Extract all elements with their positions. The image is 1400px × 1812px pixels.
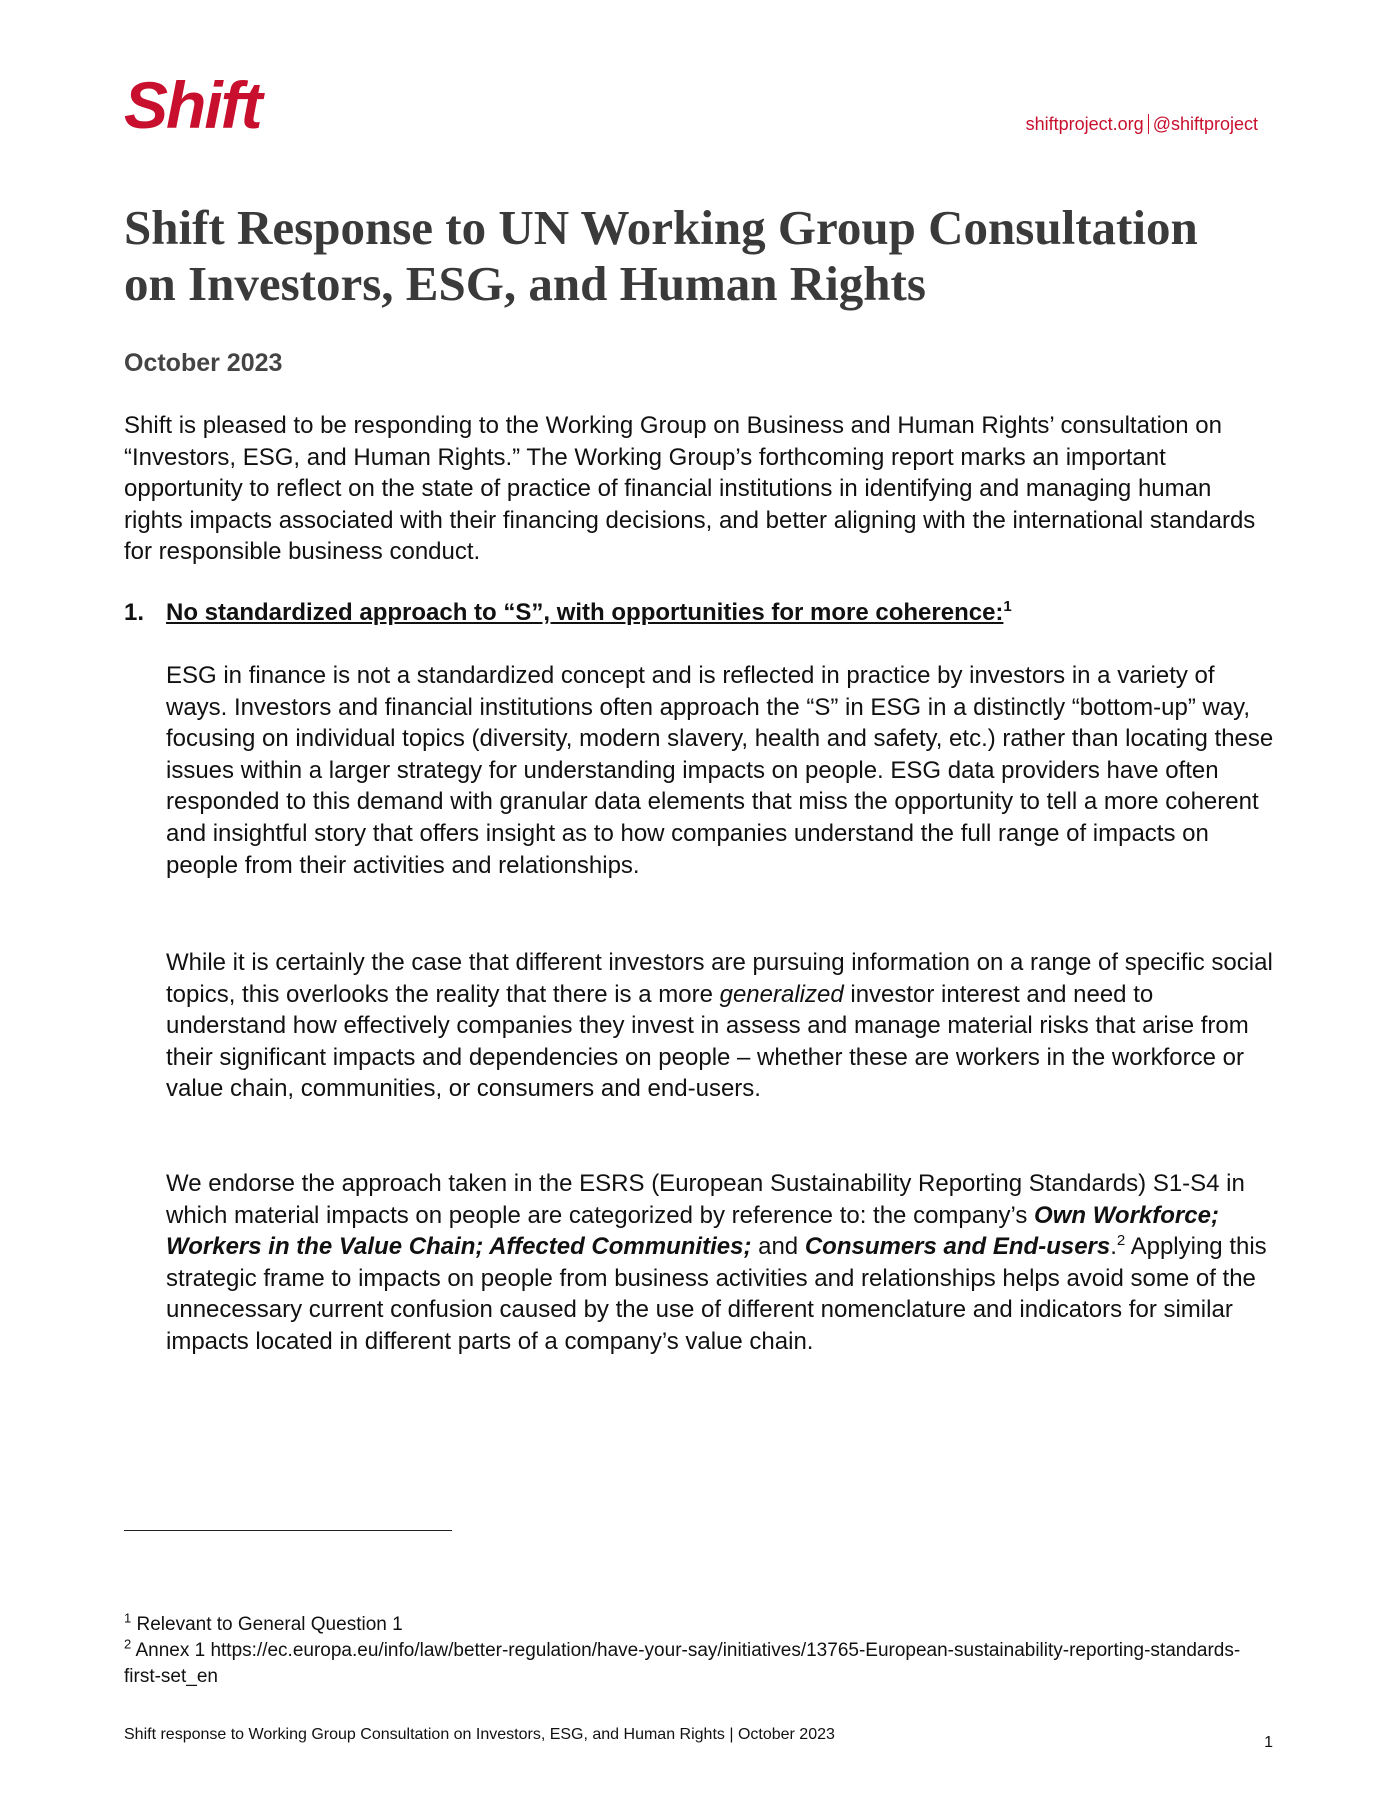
title-line-2: on Investors, ESG, and Human Rights [124, 256, 926, 311]
paragraph-text: and [751, 1233, 805, 1261]
footnote-text[interactable]: Annex 1 https://ec.europa.eu/info/law/better-regulation/have-your-say/initiatives/13765-European-sustainability-reporting-standards-first-set_en [124, 1640, 1241, 1687]
paragraph-text: Applying this strategic frame to impacts on people from business activities and relationships helps avoid some of the unnecessary current confusion caused by the use of different nomenclature and indicators for similar impacts located in different parts of a company’s value chain. [166, 1233, 1267, 1355]
stakeholder-categories: Own Workforce; Workers in the Value Chain; Affected Communities; [166, 1201, 1219, 1261]
site-link[interactable]: shiftproject.org [1025, 114, 1144, 134]
footnote-ref-1[interactable]: 1 [1003, 598, 1012, 615]
footnote-ref-2[interactable]: 2 [1116, 1232, 1126, 1250]
paragraph-text: . [1110, 1233, 1117, 1261]
section-number: 1. [124, 599, 145, 626]
section-1-paragraph-1: ESG in finance is not a standardized concept and is reflected in practice by investors in a variety of ways. Investors and financial institutions often approach the “S” in ESG in a distinctly “bottom-up” way, focusing on individual topics (diversity, modern slavery, health and safety, etc.) rather than locating these issues within a larger strategy for understanding impacts on people. ESG data providers have often responded to this demand with granular data elements that miss the opportunity to tell a more coherent and insightful story that offers insight as to how companies understand the full range of impacts on people from their activities and relationships. [166, 662, 1274, 879]
page-number: 1 [1264, 1734, 1273, 1751]
section-1-paragraph-3 [166, 1168, 1276, 1358]
paragraph-text: We endorse the approach taken in the ESRS (European Sustainability Reporting Standards) S1-S4 in which material impacts on people are categorized by reference to: the company’s [166, 1170, 1245, 1229]
section-1-paragraph-2 [166, 947, 1276, 1105]
section-1-heading [124, 597, 1012, 629]
footnote-number: 1 [124, 1610, 132, 1626]
footnote-separator [124, 1530, 452, 1531]
header-divider [1148, 114, 1149, 134]
social-handle[interactable]: @shiftproject [1152, 114, 1258, 134]
stakeholder-category-consumers: Consumers and End-users [804, 1233, 1111, 1261]
footnote-1 [124, 1612, 1274, 1638]
header-links [1026, 114, 1258, 134]
document-title [124, 200, 1274, 312]
shift-logo: Shift [124, 68, 261, 142]
title-line-1: Shift Response to UN Working Group Consultation [124, 200, 1198, 255]
section-heading-text: No standardized approach to “S”, with opportunities for more coherence: [166, 599, 1004, 626]
footnote-text: Relevant to General Question 1 [131, 1614, 403, 1635]
intro-paragraph: Shift is pleased to be responding to the Working Group on Business and Human Rights’ consultation on “Investors, ESG, and Human Rights.” The Working Group’s forthcoming report marks an important opportunity to reflect on the state of practice of financial institutions in identifying and managing human rights impacts associated with their financing decisions, and better aligning with the international standards for responsible business conduct. [124, 412, 1256, 566]
footnote-number: 2 [124, 1636, 132, 1652]
document-date: October 2023 [124, 349, 283, 377]
footnote-2 [124, 1638, 1274, 1690]
paragraph-text: While it is certainly the case that different investors are pursuing information on a range of specific social topics, this overlooks the reality that there is a more [166, 949, 1273, 1008]
footnotes [124, 1612, 1274, 1690]
emphasis-text: generalized [719, 980, 844, 1008]
page-footer: Shift response to Working Group Consultation on Investors, ESG, and Human Rights | October 2023 [124, 1726, 835, 1743]
paragraph-text: investor interest and need to understand how effectively companies they invest in assess and manage material risks that arise from their significant impacts and dependencies on people – whether these are workers in the workforce or value chain, communities, or consumers and end-users. [166, 980, 1249, 1103]
